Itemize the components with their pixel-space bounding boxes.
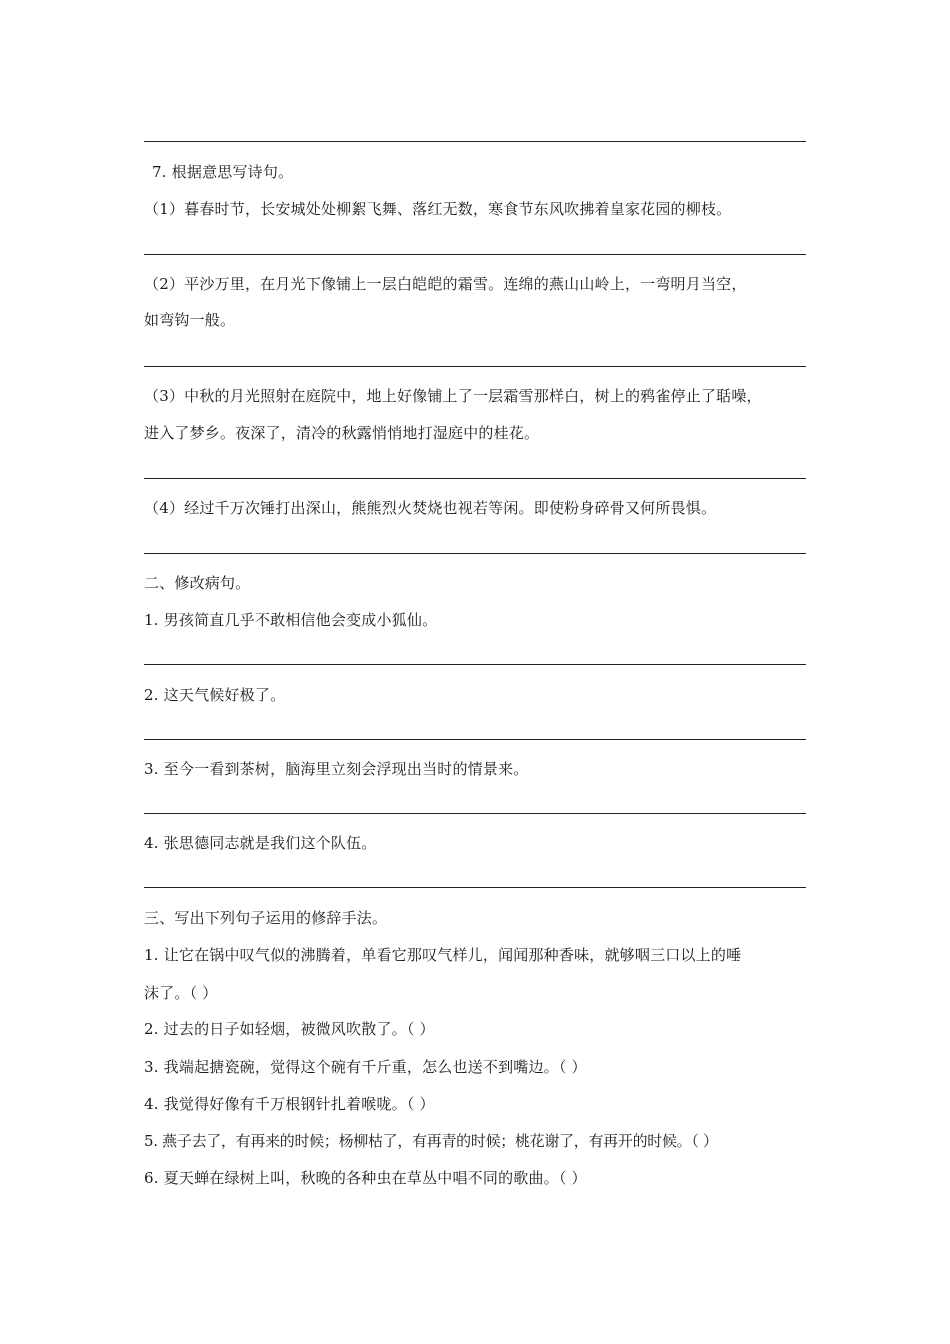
rhetoric-item-1-line2: 沫了。（ ） xyxy=(144,984,218,1002)
section-three-title: 三、写出下列句子运用的修辞手法。 xyxy=(144,909,388,927)
poem-item-4: （4）经过千万次锤打出深山，熊熊烈火焚烧也视若等闲。即使粉身碎骨又何所畏惧。 xyxy=(144,499,717,517)
answer-line xyxy=(144,141,806,142)
answer-line xyxy=(144,553,806,554)
question-7-title: 7. 根据意思写诗句。 xyxy=(152,163,294,181)
rhetoric-item-2: 2. 过去的日子如轻烟，被微风吹散了。（ ） xyxy=(144,1020,435,1038)
answer-line xyxy=(144,739,806,740)
sentence-item-3: 3. 至今一看到茶树，脑海里立刻会浮现出当时的情景来。 xyxy=(144,760,529,778)
sentence-item-2: 2. 这天气候好极了。 xyxy=(144,686,286,704)
rhetoric-item-5: 5. 燕子去了，有再来的时候；杨柳枯了，有再青的时候；桃花谢了，有再开的时候。（ ） xyxy=(144,1132,718,1150)
rhetoric-item-4: 4. 我觉得好像有千万根钢针扎着喉咙。（ ） xyxy=(144,1095,435,1113)
poem-item-1: （1）暮春时节，长安城处处柳絮飞舞、落红无数，寒食节东风吹拂着皇家花园的柳枝。 xyxy=(144,200,732,218)
poem-item-3-line1: （3）中秋的月光照射在庭院中，地上好像铺上了一层霜雪那样白，树上的鸦雀停止了聒噪， xyxy=(144,387,762,405)
poem-item-2-line2: 如弯钩一般。 xyxy=(144,311,236,329)
rhetoric-item-1-line1: 1. 让它在锅中叹气似的沸腾着，单看它那叹气样儿，闻闻那种香味，就够咽三口以上的唾 xyxy=(144,946,742,964)
section-two-title: 二、修改病句。 xyxy=(144,574,251,592)
answer-line xyxy=(144,254,806,255)
sentence-item-4: 4. 张思德同志就是我们这个队伍。 xyxy=(144,834,377,852)
rhetoric-item-6: 6. 夏天蝉在绿树上叫，秋晚的各种虫在草丛中唱不同的歌曲。（ ） xyxy=(144,1169,587,1187)
answer-line xyxy=(144,478,806,479)
sentence-item-1: 1. 男孩简直几乎不敢相信他会变成小狐仙。 xyxy=(144,611,438,629)
rhetoric-item-3: 3. 我端起搪瓷碗，觉得这个碗有千斤重，怎么也送不到嘴边。（ ） xyxy=(144,1058,587,1076)
answer-line xyxy=(144,664,806,665)
poem-item-2-line1: （2）平沙万里，在月光下像铺上一层白皑皑的霜雪。连绵的燕山山岭上，一弯明月当空， xyxy=(144,275,747,293)
poem-item-3-line2: 进入了梦乡。夜深了，清冷的秋露悄悄地打湿庭中的桂花。 xyxy=(144,424,540,442)
answer-line xyxy=(144,813,806,814)
answer-line xyxy=(144,887,806,888)
answer-line xyxy=(144,366,806,367)
